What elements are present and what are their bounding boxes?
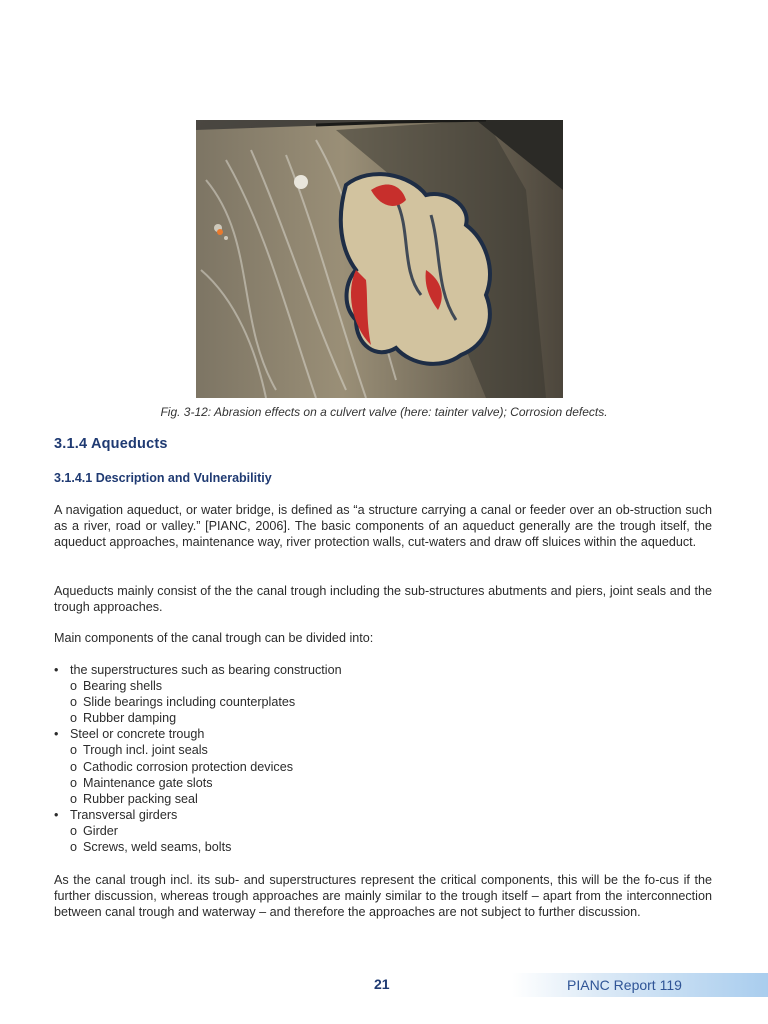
list-item xyxy=(54,807,714,823)
sub-marker: o xyxy=(70,743,78,758)
paragraph-components: Aqueducts mainly consist of the the canal trough including the sub-structures abutments and piers, joint seals and the trough approaches. xyxy=(54,584,712,615)
sub-list-item xyxy=(54,839,714,855)
sub-marker: o xyxy=(70,823,78,838)
sub-item-label: Rubber packing seal xyxy=(83,791,198,806)
paragraph-definition: A navigation aqueduct, or water bridge, is defined as “a structure carrying a canal or feeder over an ob-struction such as a river, road or valley.” [PIANC, 2006]. The basic components of an aqueduct generally are the trough itself, the aqueduct approaches, maintenance way, river protection walls, cut-waters and draw off sluices within the aqueduct. xyxy=(54,503,712,550)
sub-marker: o xyxy=(70,679,78,694)
sub-marker: o xyxy=(70,791,78,806)
page-number: 21 xyxy=(374,976,390,992)
bullet-icon: • xyxy=(54,727,59,742)
list-item-label: the superstructures such as bearing construction xyxy=(70,663,342,677)
list-item-label: Transversal girders xyxy=(70,807,178,822)
sub-item-label: Maintenance gate slots xyxy=(83,775,213,790)
sub-list-item xyxy=(54,694,714,710)
sub-item-label: Slide bearings including counterplates xyxy=(83,695,296,710)
sub-marker: o xyxy=(70,711,78,726)
sub-list-item xyxy=(54,710,714,726)
bullet-icon: • xyxy=(54,807,59,822)
sub-list-item xyxy=(54,678,714,694)
sub-list-item xyxy=(54,775,714,791)
section-heading: 3.1.4 Aqueducts xyxy=(54,436,168,452)
sub-marker: o xyxy=(70,695,78,710)
sub-marker: o xyxy=(70,775,78,790)
list-item xyxy=(54,662,714,678)
sub-list-item xyxy=(54,759,714,775)
sub-list-item xyxy=(54,791,714,807)
paragraph-conclusion: As the canal trough incl. its sub- and superstructures represent the critical components, this will be the fo-cus if the further discussion, whereas trough approaches are mainly similar to the trough itself – apart from the interconnection between canal trough and waterway – and therefore the approaches are not subject to further discussion. xyxy=(54,873,712,920)
sub-item-label: Girder xyxy=(83,823,118,838)
sub-item-label: Bearing shells xyxy=(83,679,163,694)
subsection-heading: 3.1.4.1 Description and Vulnerabilitiy xyxy=(54,471,272,485)
figure-caption: Fig. 3-12: Abrasion effects on a culvert valve (here: tainter valve); Corrosion defects. xyxy=(160,405,608,419)
component-list xyxy=(54,662,714,855)
list-item xyxy=(54,726,714,742)
report-title: PIANC Report 119 xyxy=(567,977,682,993)
sub-item-label: Trough incl. joint seals xyxy=(83,743,208,758)
sub-list-item xyxy=(54,823,714,839)
sub-item-label: Cathodic corrosion protection devices xyxy=(83,759,294,774)
list-item-label: Steel or concrete trough xyxy=(70,727,205,742)
bullet-icon: • xyxy=(54,663,59,677)
sub-item-label: Screws, weld seams, bolts xyxy=(83,840,232,855)
sub-marker: o xyxy=(70,840,78,855)
sub-list-item xyxy=(54,742,714,758)
paragraph-list-intro: Main components of the canal trough can be divided into: xyxy=(54,631,374,645)
figure-photo-culvert-valve xyxy=(196,120,563,398)
sub-marker: o xyxy=(70,759,78,774)
sub-item-label: Rubber damping xyxy=(83,711,177,726)
